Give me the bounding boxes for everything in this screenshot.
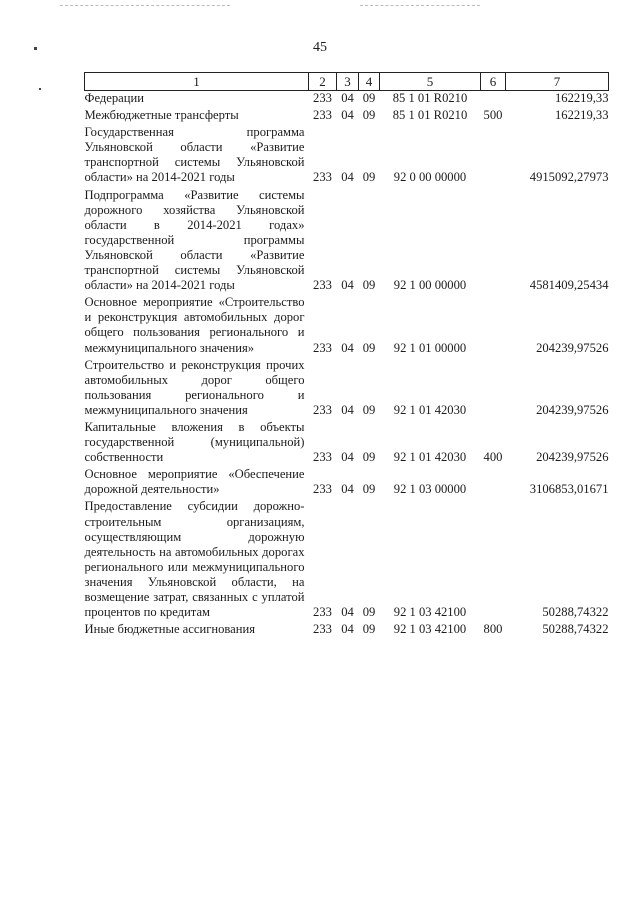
row-subsection-cell: 09 — [362, 340, 376, 355]
row-expense-type-cell — [481, 499, 506, 622]
column-header: 7 — [506, 73, 609, 91]
row-name-cell: Основное мероприятие «Обеспечение дорожной деятельности» — [84, 467, 305, 497]
row-name-cell: Межбюджетные трансферты — [84, 108, 239, 123]
row-code-cell: 233 — [313, 482, 332, 497]
row-target-article-cell: 92 1 00 00000 — [393, 278, 467, 293]
row-amount-cell: 4915092,27973 — [529, 170, 609, 185]
row-code-cell: 233 — [313, 91, 332, 105]
page-number: 45 — [313, 40, 327, 55]
row-section-cell: 04 — [341, 278, 354, 293]
column-header: 1 — [85, 73, 309, 91]
row-target-article-cell: 92 1 03 42100 — [393, 605, 467, 620]
row-section-cell: 04 — [341, 450, 354, 465]
row-section-cell: 04 — [341, 170, 354, 185]
row-target-article-cell: 92 1 01 42030 — [393, 450, 467, 465]
row-expense-type-cell: 800 — [483, 622, 503, 637]
table-row — [85, 358, 609, 420]
row-subsection-cell: 09 — [362, 482, 376, 497]
row-section-cell: 04 — [341, 605, 354, 620]
row-name-cell: Иные бюджетные ассигнования — [84, 622, 256, 637]
row-subsection-cell: 09 — [362, 402, 376, 417]
row-name-cell: Государственная программа Ульяновской области «Развитие транспортной системы Ульяновской области» на 2014-2021 годы — [84, 125, 305, 185]
row-code-cell: 233 — [313, 278, 332, 293]
row-name-cell: Строительство и реконструкция прочих автомобильных дорог общего пользования регионального и межмуниципального значения — [84, 357, 305, 417]
table-row — [85, 420, 609, 467]
column-header: 3 — [337, 73, 359, 91]
row-expense-type-cell: 500 — [483, 108, 503, 123]
row-expense-type-cell — [481, 188, 506, 296]
table-body — [85, 91, 609, 640]
row-target-article-cell: 92 1 03 00000 — [393, 482, 467, 497]
row-amount-cell: 162219,33 — [554, 108, 609, 123]
scan-artifact-top-right — [360, 5, 480, 7]
row-code-cell: 233 — [313, 450, 332, 465]
row-name-cell: Предоставление субсидии дорожно-строительным организациям, осуществляющим дорожную деятельность на автомобильных дорогах регионального или межмуниципального значения Ульяновской области, на возмещение затрат, связанных с уплатой процентов по кредитам — [84, 499, 305, 620]
row-subsection-cell: 09 — [362, 450, 376, 465]
table-row — [85, 295, 609, 357]
row-target-article-cell: 85 1 01 R0210 — [392, 91, 468, 105]
row-name-cell: Федерации — [84, 91, 144, 105]
row-expense-type-cell — [481, 295, 506, 357]
row-section-cell: 04 — [341, 482, 354, 497]
budget-table — [84, 72, 609, 639]
row-amount-cell: 204239,97526 — [536, 402, 609, 417]
row-amount-cell: 3106853,01671 — [529, 482, 609, 497]
row-subsection-cell: 09 — [362, 91, 376, 105]
row-code-cell: 233 — [313, 402, 332, 417]
table-row — [85, 188, 609, 296]
table-row — [85, 91, 609, 109]
row-section-cell: 04 — [341, 340, 354, 355]
row-subsection-cell: 09 — [362, 278, 376, 293]
scan-dot — [39, 88, 41, 90]
scan-artifact-top-left — [60, 5, 230, 7]
row-amount-cell: 204239,97526 — [536, 450, 609, 465]
row-expense-type-cell — [481, 91, 506, 109]
row-code-cell: 233 — [313, 340, 332, 355]
column-header: 5 — [380, 73, 481, 91]
row-amount-cell: 50288,74322 — [542, 622, 609, 637]
row-code-cell: 233 — [313, 170, 332, 185]
row-amount-cell: 204239,97526 — [536, 340, 609, 355]
row-section-cell: 04 — [341, 91, 354, 105]
row-amount-cell: 4581409,25434 — [529, 278, 609, 293]
row-name-cell: Капитальные вложения в объекты государственной (муниципальной) собственности — [84, 419, 305, 465]
column-header: 2 — [309, 73, 337, 91]
row-amount-cell: 162219,33 — [554, 91, 609, 105]
row-expense-type-cell — [481, 358, 506, 420]
row-target-article-cell: 92 0 00 00000 — [393, 170, 467, 185]
row-subsection-cell: 09 — [362, 605, 376, 620]
row-subsection-cell: 09 — [362, 622, 376, 637]
table-row — [85, 622, 609, 639]
row-code-cell: 233 — [313, 605, 332, 620]
table-header-row — [85, 73, 609, 91]
row-target-article-cell: 92 1 03 42100 — [393, 622, 467, 637]
table-row — [85, 108, 609, 125]
column-header: 6 — [481, 73, 506, 91]
row-code-cell: 233 — [313, 108, 332, 123]
row-name-cell: Подпрограмма «Развитие системы дорожного хозяйства Ульяновской области в 2014-2021 годах» государственной программы Ульяновской области «Развитие транспортной системы Ульяновской области» на 2014-2021 годы — [84, 187, 305, 293]
table-row — [85, 467, 609, 499]
row-expense-type-cell — [481, 125, 506, 187]
row-expense-type-cell — [481, 467, 506, 499]
row-section-cell: 04 — [341, 108, 354, 123]
row-amount-cell: 50288,74322 — [542, 605, 609, 620]
row-name-cell: Основное мероприятие «Строительство и реконструкция автомобильных дорог общего пользования регионального и межмуниципального значения» — [84, 295, 305, 355]
row-expense-type-cell: 400 — [483, 450, 503, 465]
row-subsection-cell: 09 — [362, 170, 376, 185]
row-section-cell: 04 — [341, 402, 354, 417]
row-subsection-cell: 09 — [362, 108, 376, 123]
row-target-article-cell: 92 1 01 00000 — [393, 340, 467, 355]
row-section-cell: 04 — [341, 622, 354, 637]
row-code-cell: 233 — [313, 622, 332, 637]
table-row — [85, 499, 609, 622]
row-target-article-cell: 85 1 01 R0210 — [392, 108, 468, 123]
column-header: 4 — [359, 73, 380, 91]
row-target-article-cell: 92 1 01 42030 — [393, 402, 467, 417]
table-row — [85, 125, 609, 187]
